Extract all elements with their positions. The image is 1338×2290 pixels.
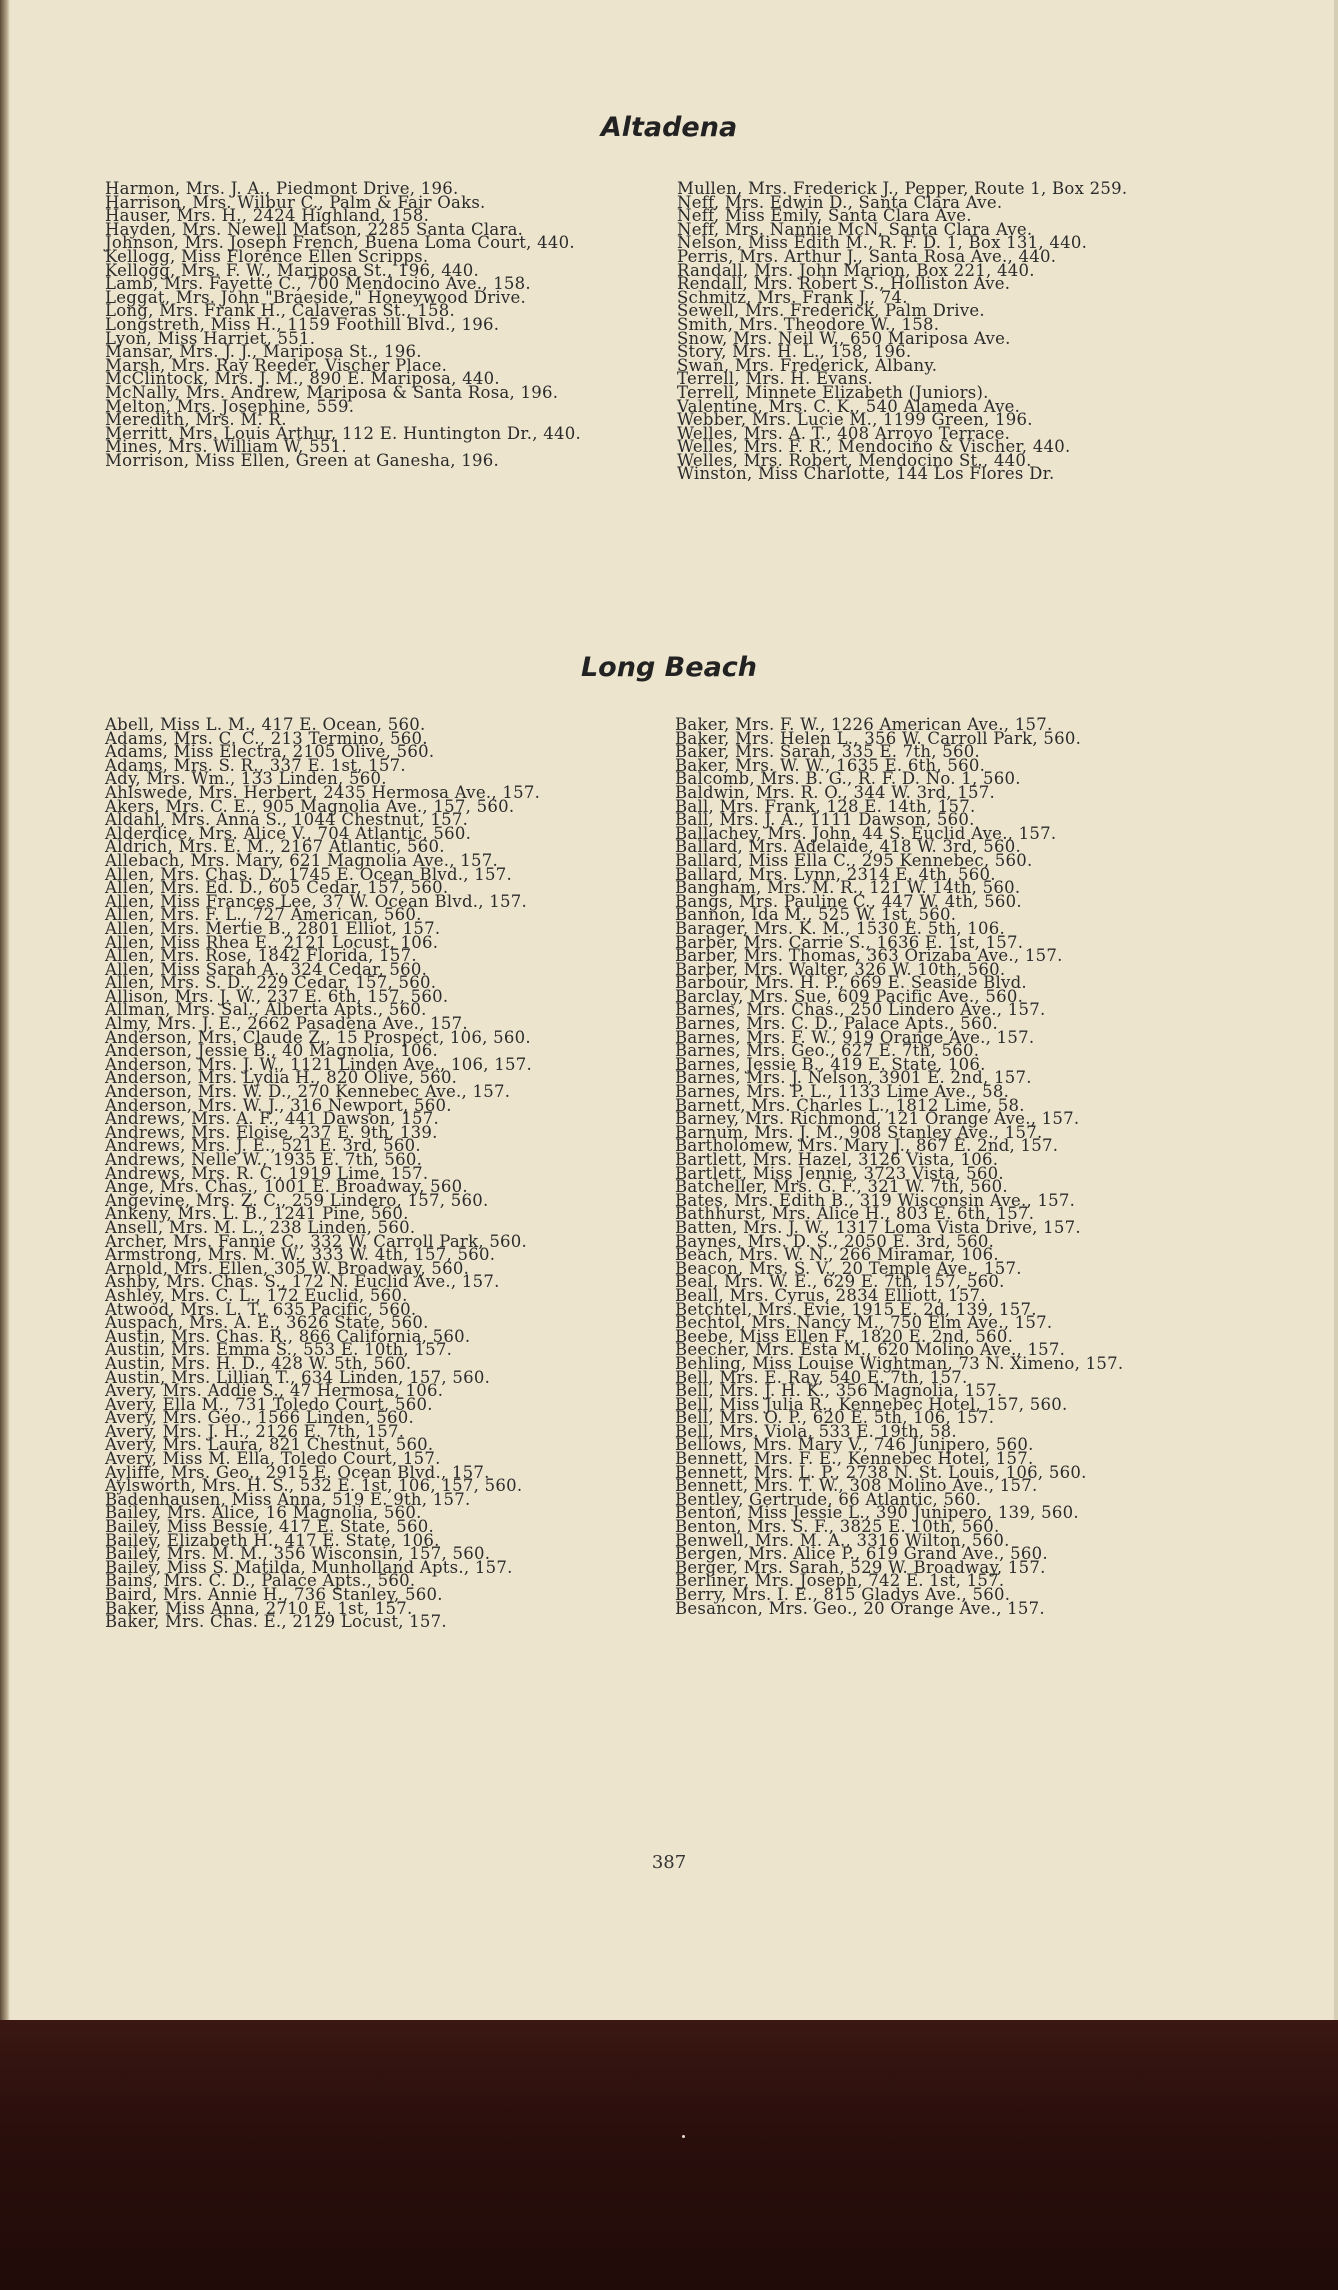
directory-entry: Baynes, Mrs. D. S., 2050 E. 3rd, 560. — [675, 1231, 995, 1251]
directory-entry: Bains, Mrs. C. D., Palace Apts., 560. — [105, 1571, 416, 1591]
directory-entry: Beebe, Miss Ellen F., 1820 E. 2nd, 560. — [675, 1326, 1014, 1346]
directory-entry: Bechtol, Mrs. Nancy M., 750 Elm Ave., 157. — [675, 1313, 1053, 1333]
directory-entry: Barnett, Mrs. Charles L., 1812 Lime, 58. — [675, 1095, 1025, 1115]
directory-entry: Allen, Mrs. S. D., 229 Cedar, 157, 560. — [105, 973, 437, 993]
directory-entry: Melton, Mrs. Josephine, 559. — [105, 396, 355, 416]
directory-entry: Allen, Mrs. Chas. D., 1745 E. Ocean Blvd., 157. — [105, 864, 513, 884]
directory-entry: Baker, Mrs. Helen L., 356 W. Carroll Park, 560. — [675, 728, 1082, 748]
directory-entry: Akers, Mrs. C. E., 905 Magnolia Ave., 157, 560. — [105, 796, 515, 816]
directory-entry: Barnes, Mrs. F. W., 919 Orange Ave., 157. — [675, 1027, 1035, 1047]
directory-entry: Avery, Miss M. Ella, Toledo Court, 157. — [105, 1449, 441, 1469]
directory-entry: Bailey, Elizabeth H., 417 E. State, 106. — [105, 1530, 440, 1550]
directory-entry: Almy, Mrs. J. E., 2662 Pasadena Ave., 157. — [105, 1014, 468, 1034]
section-heading-altadena: Altadena — [600, 112, 738, 143]
directory-entry: Bell, Mrs. Viola, 533 E. 19th, 58. — [675, 1421, 957, 1441]
directory-entry: Bangham, Mrs. M. R., 121 W. 14th, 560. — [675, 878, 1021, 898]
directory-entry: Bell, Mrs. J. H. K., 356 Magnolia, 157. — [675, 1381, 1003, 1401]
directory-entry: Bennett, Mrs. F. E., Kennebec Hotel, 157. — [675, 1449, 1034, 1469]
directory-entry: Allebach, Mrs. Mary, 621 Magnolia Ave., 157. — [105, 850, 499, 870]
directory-entry: Ball, Mrs. J. A., 1111 Dawson, 560. — [675, 810, 975, 830]
background-below-page — [0, 2020, 1338, 2290]
directory-entry: Barber, Mrs. Carrie S., 1636 E. 1st, 157. — [675, 932, 1024, 952]
directory-entry: Arnold, Mrs. Ellen, 305 W. Broadway, 560. — [105, 1258, 470, 1278]
directory-entry: Rendall, Mrs. Robert S., Holliston Ave. — [677, 274, 1011, 294]
directory-entry: Ballard, Mrs. Adelaide, 418 W. 3rd, 560. — [675, 837, 1021, 857]
directory-entry: Allen, Mrs. Ed. D., 605 Cedar, 157, 560. — [105, 878, 449, 898]
page-number: 387 — [651, 1852, 687, 1873]
directory-entry: Smith, Mrs. Theodore W., 158. — [677, 314, 940, 334]
directory-entry: Welles, Mrs. A. T., 408 Arroyo Terrace. — [677, 423, 1011, 443]
section-heading-long-beach: Long Beach — [580, 652, 758, 683]
directory-entry: Berry, Mrs. I. E., 815 Gladys Ave., 560. — [675, 1585, 1011, 1604]
directory-entry: Kellogg, Mrs. F. W., Mariposa St., 196, 440. — [105, 260, 479, 280]
directory-entry: Behling, Miss Louise Wightman, 73 N. Ximeno, 157. — [675, 1353, 1124, 1373]
directory-entry: Berger, Mrs. Sarah, 529 W. Broadway, 157. — [675, 1557, 1046, 1577]
directory-entry: Barnes, Mrs. Chas., 250 Lindero Ave., 157. — [675, 1000, 1046, 1020]
directory-entry: Baker, Miss Anna, 2710 E. 1st, 157. — [105, 1598, 413, 1618]
directory-entry: Allen, Mrs. F. L., 727 American, 560. — [105, 905, 422, 925]
directory-entry: Barber, Mrs. Thomas, 363 Orizaba Ave., 157. — [675, 946, 1063, 966]
directory-entry: Bell, Mrs. E. Ray, 540 E. 7th, 157. — [675, 1367, 968, 1387]
directory-entry: Auspach, Mrs. A. E., 3626 State, 560. — [105, 1313, 429, 1333]
directory-entry: Avery, Ella M., 731 Toledo Court, 560. — [105, 1394, 433, 1414]
directory-entry: Adams, Miss Electra, 2105 Olive, 560. — [105, 742, 435, 762]
directory-entry: Bartholomew, Mrs. Mary J., 867 E. 2nd, 157. — [675, 1136, 1059, 1156]
directory-entry: Schmitz, Mrs. Frank J., 74. — [677, 287, 908, 307]
directory-entry: Avery, Mrs. Laura, 821 Chestnut, 560. — [105, 1435, 434, 1455]
directory-entry: Austin, Mrs. H. D., 428 W. 5th, 560. — [105, 1353, 412, 1373]
directory-entry: Bates, Mrs. Edith B., 319 Wisconsin Ave., 157. — [675, 1190, 1076, 1210]
directory-entry: Baldwin, Mrs. R. O., 344 W. 3rd, 157. — [675, 782, 995, 802]
directory-entry: Balcomb, Mrs. B. G., R. F. D. No. 1, 560. — [675, 769, 1021, 789]
directory-entry: Lyon, Miss Harriet, 551. — [105, 328, 316, 348]
directory-entry: Besancon, Mrs. Geo., 20 Orange Ave., 157. — [675, 1598, 1045, 1618]
directory-entry: Ashby, Mrs. Chas. S., 172 N. Euclid Ave., 157. — [105, 1272, 500, 1292]
directory-entry: Ballard, Mrs. Lynn, 2314 E. 4th, 560. — [675, 864, 996, 884]
directory-entry: Archer, Mrs. Fannie C., 332 W. Carroll Park, 560. — [105, 1231, 528, 1251]
directory-entry: Bathhurst, Mrs. Alice H., 803 E. 6th, 157. — [675, 1204, 1035, 1224]
directory-entry: Randall, Mrs. John Marion, Box 221, 440. — [677, 260, 1035, 280]
directory-entry: Anderson, Mrs. Claude Z., 15 Prospect, 106, 560. — [105, 1027, 531, 1047]
directory-entry: Beacon, Mrs. S. V., 20 Temple Ave., 157. — [675, 1258, 1022, 1278]
directory-entry: Austin, Mrs. Emma S., 553 E. 10th, 157. — [105, 1340, 453, 1360]
directory-entry: Ange, Mrs. Chas., 1001 E. Broadway, 560. — [105, 1177, 468, 1197]
directory-entry: Austin, Mrs. Lillian T., 634 Linden, 157, 560. — [105, 1367, 491, 1387]
directory-entry: Ahlswede, Mrs. Herbert, 2435 Hermosa Ave., 157. — [105, 782, 541, 802]
directory-entry: Marsh, Mrs. Ray Reeder, Vischer Place. — [105, 355, 448, 375]
directory-entry: Snow, Mrs. Neil W., 650 Mariposa Ave. — [677, 328, 1011, 348]
directory-entry: Allen, Mrs. Mertie B., 2801 Elliot, 157. — [105, 918, 441, 938]
directory-entry: Aldrich, Mrs. E. M., 2167 Atlantic, 560. — [105, 837, 445, 857]
directory-entry: Andrews, Mrs. R. C., 1919 Lime, 157. — [105, 1163, 429, 1183]
directory-entry: Barnes, Mrs. C. D., Palace Apts., 560. — [675, 1014, 998, 1034]
directory-entry: Bennett, Mrs. T. W., 308 Molino Ave., 157. — [675, 1476, 1038, 1496]
directory-entry: Harmon, Mrs. J. A., Piedmont Drive, 196. — [105, 179, 459, 198]
directory-entry: Barnum, Mrs. J. M., 908 Stanley Ave., 157. — [675, 1122, 1043, 1142]
directory-entry: Kellogg, Miss Florence Ellen Scripps. — [105, 246, 429, 266]
directory-entry: Beecher, Mrs. Esta M., 620 Molino Ave., 157. — [675, 1340, 1066, 1360]
directory-entry: Ashley, Mrs. C. L., 172 Euclid, 560. — [105, 1285, 408, 1305]
directory-entry: Sewell, Mrs. Frederick, Palm Drive. — [677, 301, 985, 321]
directory-entry: Benton, Miss Jessie L., 390 Junipero, 139, 560. — [675, 1503, 1079, 1523]
directory-entry: Barclay, Mrs. Sue, 609 Pacific Ave., 560. — [675, 986, 1024, 1006]
directory-entry: Harrison, Mrs. Wilbur C., Palm & Fair Oaks. — [105, 192, 486, 212]
directory-entry: Berliner, Mrs. Joseph, 742 E. 1st, 157. — [675, 1571, 1005, 1591]
directory-entry: Terrell, Minnete Elizabeth (Juniors). — [677, 382, 989, 402]
directory-entry: Anderson, Mrs. W. J., 316 Newport, 560. — [105, 1095, 452, 1115]
directory-entry: Lamb, Mrs. Fayette C., 700 Mendocino Ave., 158. — [105, 274, 531, 294]
directory-entry: Bangs, Mrs. Pauline C., 447 W. 4th, 560. — [675, 891, 1022, 911]
directory-entry: Barney, Mrs. Richmond, 121 Orange Ave., 157. — [675, 1109, 1080, 1129]
directory-entry: Valentine, Mrs. C. K., 540 Alameda Ave. — [677, 396, 1021, 416]
dust-speck — [682, 2135, 685, 2138]
directory-entry: Anderson, Mrs. W. D., 270 Kennebec Ave., 157. — [105, 1082, 511, 1102]
directory-entry: Austin, Mrs. Chas. R., 866 California, 560. — [105, 1326, 471, 1346]
directory-entry: Benton, Mrs. S. F., 3825 E. 10th, 560. — [675, 1517, 1000, 1537]
directory-entry: Badenhausen, Miss Anna, 519 E. 9th, 157. — [105, 1489, 471, 1509]
directory-entry: Anderson, Mrs. Lydia H., 820 Olive, 560. — [105, 1068, 458, 1088]
long-beach-left-column — [105, 715, 665, 1632]
directory-entry: Mullen, Mrs. Frederick J., Pepper, Route 1, Box 259. — [677, 179, 1128, 198]
directory-entry: Benwell, Mrs. M. A., 3316 Wilton, 560. — [675, 1530, 1010, 1550]
directory-entry: Barnes, Mrs. Geo., 627 E. 7th, 560. — [675, 1041, 980, 1061]
directory-entry: Ankeny, Mrs. L. B., 1241 Pine, 560. — [105, 1204, 409, 1224]
directory-entry: Baker, Mrs. Sarah, 335 E. 7th, 560. — [675, 742, 981, 762]
directory-entry: Ballachey, Mrs. John, 44 S. Euclid Ave., 157. — [675, 823, 1057, 843]
directory-entry: Ball, Mrs. Frank, 128 E. 14th, 157. — [675, 796, 976, 816]
directory-entry: Allen, Miss Rhea E., 2121 Locust, 106. — [105, 932, 439, 952]
directory-entry: Baker, Mrs. F. W., 1226 American Ave., 157. — [675, 715, 1053, 734]
directory-entry: Bennett, Mrs. L. P., 2738 N. St. Louis, 106, 560. — [675, 1462, 1087, 1482]
directory-entry: Barber, Mrs. Walter, 326 W. 10th, 560. — [675, 959, 1006, 979]
directory-entry: Batcheller, Mrs. G. F., 321 W. 7th, 560. — [675, 1177, 1008, 1197]
directory-entry: Baird, Mrs. Annie H., 736 Stanley, 560. — [105, 1585, 443, 1604]
directory-entry: Andrews, Nelle W., 1935 E. 7th, 560. — [105, 1150, 423, 1169]
directory-entry: Ballard, Miss Ella C., 295 Kennebec, 560. — [675, 850, 1033, 870]
directory-entry: Bell, Miss Julia R., Kennebec Hotel, 157, 560. — [675, 1394, 1068, 1414]
directory-entry: Swan, Mrs. Frederick, Albany. — [677, 355, 938, 375]
directory-entry: Betchtel, Mrs. Evie, 1915 E. 2d, 139, 157. — [675, 1299, 1037, 1319]
directory-entry: Longstreth, Miss H., 1159 Foothill Blvd., 196. — [105, 314, 500, 334]
directory-entry: Atwood, Mrs. L. T., 635 Pacific, 560. — [105, 1299, 417, 1319]
directory-entry: Bailey, Miss Bessie, 417 E. State, 560. — [105, 1517, 435, 1537]
directory-entry: Welles, Mrs. F. R., Mendocino & Vischer, 440. — [677, 437, 1071, 457]
directory-entry: Welles, Mrs. Robert, Mendocino St., 440. — [677, 450, 1032, 470]
directory-entry: Bartlett, Mrs. Hazel, 3126 Vista, 106. — [675, 1150, 999, 1169]
directory-entry: Hayden, Mrs. Newell Matson, 2285 Santa Clara. — [105, 219, 524, 239]
directory-entry: Nelson, Miss Edith M., R. F. D. 1, Box 131, 440. — [677, 233, 1088, 253]
directory-entry: McClintock, Mrs. J. M., 890 E. Mariposa, 440. — [105, 369, 500, 389]
directory-entry: Aldahl, Mrs. Anna S., 1044 Chestnut, 157. — [105, 810, 469, 830]
directory-entry: Avery, Mrs. Geo., 1566 Linden, 560. — [105, 1408, 414, 1428]
directory-entry: Barager, Mrs. K. M., 1530 E. 5th, 106. — [675, 918, 1006, 938]
directory-entry: Anderson, Mrs. J. W., 1121 Linden Ave., 106, 157. — [105, 1054, 532, 1074]
directory-entry: Alderdice, Mrs. Alice V., 704 Atlantic, 560. — [105, 823, 472, 843]
directory-entry: Allman, Mrs. Sal., Alberta Apts., 560. — [105, 1000, 427, 1020]
directory-entry: Bellows, Mrs. Mary V., 746 Junipero, 560. — [675, 1435, 1034, 1455]
directory-entry: Abell, Miss L. M., 417 E. Ocean, 560. — [105, 715, 426, 734]
altadena-left-column — [105, 179, 650, 470]
directory-entry: Bartlett, Miss Jennie, 3723 Vista, 560. — [675, 1163, 1004, 1183]
directory-entry: Terrell, Mrs. H. Evans. — [677, 369, 873, 389]
directory-entry: Neff, Miss Emily, Santa Clara Ave. — [677, 206, 972, 226]
directory-entry: Winston, Miss Charlotte, 144 Los Flores Dr. — [677, 464, 1055, 484]
directory-entry: Anderson, Jessie B., 40 Magnolia, 106. — [105, 1041, 438, 1061]
directory-entry: Bentley, Gertrude, 66 Atlantic, 560. — [675, 1489, 982, 1509]
directory-entry: Perris, Mrs. Arthur J., Santa Rosa Ave., 440. — [677, 246, 1057, 266]
directory-entry: Barnes, Jessie B., 419 E. State, 106. — [675, 1054, 986, 1074]
directory-entry: Andrews, Mrs. Eloise, 237 E. 9th, 139. — [105, 1122, 438, 1142]
directory-entry: Story, Mrs. H. L., 158, 196. — [677, 342, 912, 362]
directory-entry: Ady, Mrs. Wm., 133 Linden, 560. — [105, 769, 387, 789]
directory-entry: Andrews, Mrs. A. F., 441 Dawson, 157. — [105, 1109, 440, 1129]
directory-entry: Ayliffe, Mrs. Geo., 2915 E. Ocean Blvd., 157. — [105, 1462, 490, 1482]
directory-entry: Baker, Mrs. Chas. E., 2129 Locust, 157. — [105, 1612, 447, 1632]
directory-entry: McNally, Mrs. Andrew, Mariposa & Santa Rosa, 196. — [105, 382, 559, 402]
directory-entry: Aylsworth, Mrs. H. S., 532 E. 1st, 106, 157, 560. — [105, 1476, 523, 1496]
book-spine-shadow — [0, 0, 10, 2020]
directory-entry: Allen, Miss Frances Lee, 37 W. Ocean Blvd., 157. — [105, 891, 528, 911]
directory-entry: Adams, Mrs. C. C., 213 Termino, 560. — [105, 728, 428, 748]
directory-entry: Bannon, Ida M., 525 W. 1st, 560. — [675, 905, 957, 925]
directory-entry: Avery, Mrs. J. H., 2126 E. 7th, 157. — [105, 1421, 405, 1441]
directory-entry: Meredith, Mrs. M. R. — [105, 410, 287, 430]
directory-entry: Andrews, Mrs. J. E., 521 E. 3rd, 560. — [105, 1136, 421, 1156]
directory-entry: Neff, Mrs. Edwin D., Santa Clara Ave. — [677, 192, 1003, 212]
directory-entry: Angevine, Mrs. Z. C., 259 Lindero, 157, 560. — [105, 1190, 489, 1210]
directory-entry: Baker, Mrs. W. W., 1635 E. 6th, 560. — [675, 755, 986, 775]
directory-entry: Leggat, Mrs. John "Braeside," Honeywood Drive. — [105, 287, 527, 307]
directory-entry: Barnes, Mrs. J. Nelson, 3901 E. 2nd, 157. — [675, 1068, 1032, 1088]
directory-entry: Bergen, Mrs. Alice P., 619 Grand Ave., 560. — [675, 1544, 1048, 1564]
long-beach-right-column — [675, 715, 1235, 1618]
directory-entry: Beal, Mrs. W. E., 629 E. 7th, 157, 560. — [675, 1272, 1005, 1292]
directory-entry: Beall, Mrs. Cyrus, 2834 Elliott, 157. — [675, 1285, 986, 1305]
directory-entry: Neff, Mrs. Nannie McN, Santa Clara Ave. — [677, 219, 1033, 239]
directory-entry: Ansell, Mrs. M. L., 238 Linden, 560. — [105, 1217, 416, 1237]
directory-entry: Allen, Mrs. Rose, 1842 Florida, 157. — [105, 946, 417, 966]
directory-entry: Webber, Mrs. Lucie M., 1199 Green, 196. — [677, 410, 1033, 430]
directory-entry: Barbour, Mrs. H. P., 669 E. Seaside Blvd. — [675, 973, 1027, 993]
directory-entry: Mines, Mrs. William W, 551. — [105, 437, 347, 457]
directory-entry: Bailey, Miss S. Matilda, Munholland Apts., 157. — [105, 1557, 513, 1577]
directory-entry: Allison, Mrs. J. W., 237 E. 6th, 157, 560. — [105, 986, 449, 1006]
directory-entry: Avery, Mrs. Addie S., 47 Hermosa, 106. — [105, 1381, 444, 1401]
directory-entry: Armstrong, Mrs. M. W., 333 W. 4th, 157, 560. — [105, 1245, 496, 1265]
directory-entry: Morrison, Miss Ellen, Green at Ganesha, 196. — [105, 450, 499, 470]
directory-entry: Bell, Mrs. O. P., 620 E. 5th, 106, 157. — [675, 1408, 995, 1428]
altadena-right-column — [677, 179, 1222, 484]
directory-entry: Hauser, Mrs. H., 2424 Highland, 158. — [105, 206, 430, 226]
directory-entry: Bailey, Mrs. M. M., 356 Wisconsin, 157, 560. — [105, 1544, 491, 1564]
directory-entry: Beach, Mrs. W. N., 266 Miramar, 106. — [675, 1245, 999, 1265]
page-edge — [1334, 0, 1338, 2020]
directory-entry: Long, Mrs. Frank H., Calaveras St., 158. — [105, 301, 455, 321]
directory-entry: Bailey, Mrs. Alice, 16 Magnolia, 560. — [105, 1503, 422, 1523]
directory-entry: Adams, Mrs. S. R., 337 E. 1st, 157. — [105, 755, 406, 775]
directory-entry: Mansar, Mrs. J. J., Mariposa St., 196. — [105, 342, 422, 362]
directory-entry: Batten, Mrs. J. W., 1317 Loma Vista Drive, 157. — [675, 1217, 1081, 1237]
directory-entry: Merritt, Mrs. Louis Arthur, 112 E. Huntington Dr., 440. — [105, 423, 581, 443]
directory-entry: Barnes, Mrs. P. L., 1133 Lime Ave., 58. — [675, 1082, 1010, 1102]
directory-entry: Allen, Miss Sarah A., 324 Cedar, 560. — [105, 959, 428, 979]
directory-entry: Johnson, Mrs. Joseph French, Buena Loma Court, 440. — [105, 233, 575, 253]
